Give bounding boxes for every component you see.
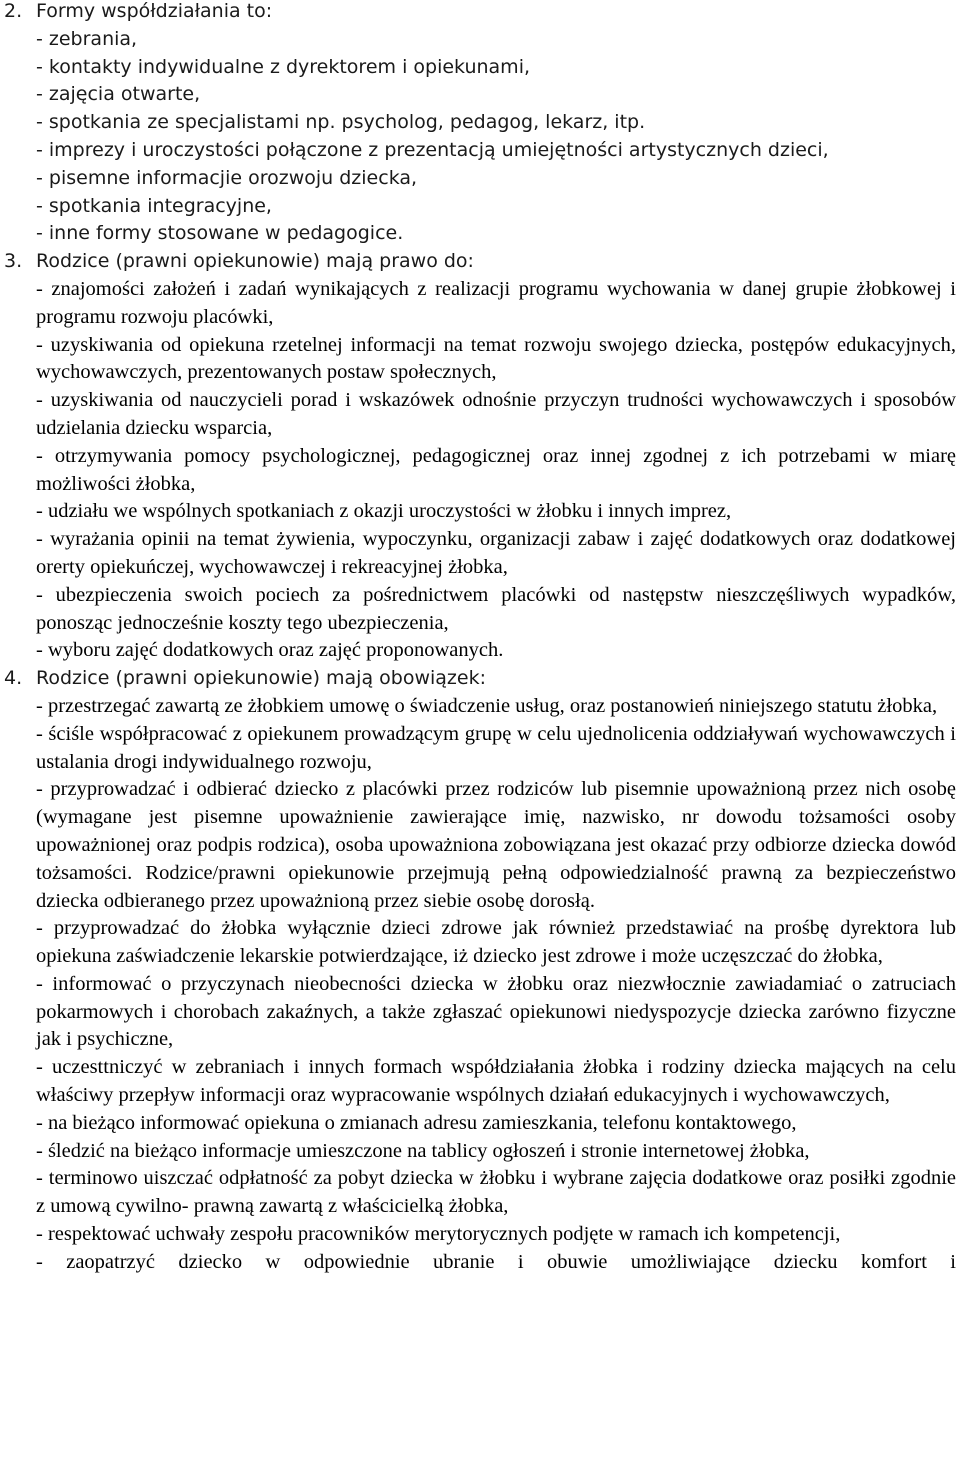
section-4 xyxy=(0,665,960,1277)
list-item: - zebrania, xyxy=(36,27,138,50)
list-item: - respektować uchwały zespołu pracowników merytorycznych podjęte w ramach ich kompetencji, xyxy=(36,1223,841,1246)
section-number: 4. xyxy=(4,667,23,690)
list-item: - terminowo uiszczać odpłatność za pobyt dziecka w żłobku i wybrane zajęcia dodatkowe oraz posiłki zgodnie z umową cywilno- prawną zawartą z właścicielką żłobka, xyxy=(36,1167,956,1218)
section-number: 3. xyxy=(4,250,23,273)
list-item: - wyboru zajęć dodatkowych oraz zajęć proponowanych. xyxy=(36,639,504,662)
list-item: - uzyskiwania od nauczycieli porad i wskazówek odnośnie przyczyn trudności wychowawczych i sposobów udzielania dziecku wsparcia, xyxy=(36,389,956,439)
list-item: - przestrzegać zawartą ze żłobkiem umowę o świadczenie usług, oraz postanowień niniejszego statutu żłobka, xyxy=(36,694,938,717)
list-item: - ściśle współpracować z opiekunem prowadzącym grupę w celu ujednolicenia oddziaływań wychowawczych i ustalania drogi indywidualnego rozwoju, xyxy=(36,722,956,773)
list-item: - śledzić na bieżąco informacje umieszczone na tablicy ogłoszeń i stronie internetowej żłobka, xyxy=(36,1139,810,1162)
list-item: - udziału we wspólnych spotkaniach z okazji uroczystości w żłobku i innych imprez, xyxy=(36,500,732,523)
list-item: - zajęcia otwarte, xyxy=(36,83,201,106)
section-intro: Formy współdziałania to: xyxy=(36,0,273,22)
list-item: - pisemne informacjie orozwoju dziecka, xyxy=(36,166,418,189)
list-item: - spotkania ze specjalistami np. psycholog, pedagog, lekarz, itp. xyxy=(36,111,646,134)
list-item: - przyprowadzać i odbierać dziecko z placówki przez rodziców lub pisemnie upoważnioną przez nich osobę (wymagane jest pisemne upoważnienie zawierające imię, nazwisko, nr dowodu tożsamości osoby upoważnionej oraz podpis rodzica), osoba upoważniona zobowiązana jest okazać przy odbiorze dziecka dowód tożsamości. Rodzice/prawni opiekunowie przejmują pełną odpowiedzialność prawną za bezpieczeństwo dziecka odbieranego przez upoważnioną przez siebie osobę dorosłą. xyxy=(36,778,956,912)
section-intro: Rodzice (prawni opiekunowie) mają prawo do: xyxy=(36,250,474,273)
section-2 xyxy=(0,0,960,248)
list-item: - ubezpieczenia swoich pociech za pośrednictwem placówki od następstw nieszczęśliwych wypadków, ponosząc jednocześnie koszty tego ubezpieczenia, xyxy=(36,583,956,634)
list-item: - imprezy i uroczystości połączone z prezentacją umiejętności artystycznych dzieci, xyxy=(36,138,829,161)
list-item: - kontakty indywidualne z dyrektorem i opiekunami, xyxy=(36,55,531,78)
list-item: - otrzymywania pomocy psychologicznej, pedagogicznej oraz innej zgodnej z ich potrzebami w miarę możliwości żłobka, xyxy=(36,444,956,495)
list-item: - uzyskiwania od opiekuna rzetelnej informacji na temat rozwoju swojego dziecka, postępów edukacyjnych, wychowawczych, prezentowanych postaw społecznych, xyxy=(36,333,956,384)
list-item: - zaopatrzyć dziecko w odpowiednie ubranie i obuwie umożliwiające dziecku komfort i xyxy=(36,1250,956,1273)
list-item: - informować o przyczynach nieobecności dziecka w żłobku oraz niezwłocznie zawiadamiać o zatruciach pokarmowych i chorobach zakaźnych, a także zgłaszać opiekunowi niedyspozycje dziecka zarówno fizyczne jak i psychiczne, xyxy=(36,972,956,1051)
list-item: - uczesttniczyć w zebraniach i innych formach współdziałania żłobka i rodziny dziecka mających na celu właściwy przepływ informacji oraz wypracowanie wspólnych działań edukacyjnych i wychowawczych, xyxy=(36,1056,956,1107)
section-number: 2. xyxy=(4,0,23,22)
list-item: - spotkania integracyjne, xyxy=(36,194,272,217)
section-intro: Rodzice (prawni opiekunowie) mają obowiązek: xyxy=(36,667,486,690)
list-item: - znajomości założeń i zadań wynikających z realizacji programu wychowania w danej grupie żłobkowej i programu rozwoju placówki, xyxy=(36,277,956,328)
list-item: - przyprowadzać do żłobka wyłącznie dzieci zdrowe jak również przedstawiać na prośbę dyrektora lub opiekuna zaświadczenie lekarskie potwierdzające, iż dziecko jest zdrowe i może uczęszczać do żłobka, xyxy=(36,917,956,968)
list-item: - na bieżąco informować opiekuna o zmianach adresu zamieszkania, telefonu kontaktowego, xyxy=(36,1111,797,1134)
section-3 xyxy=(0,248,960,665)
list-item: - inne formy stosowane w pedagogice. xyxy=(36,222,404,245)
list-item: - wyrażania opinii na temat żywienia, wypoczynku, organizacji zabaw i zajęć dodatkowych oraz dodatkowej orerty opiekuńczej, wychowawczej i rekreacyjnej żłobka, xyxy=(36,528,956,578)
